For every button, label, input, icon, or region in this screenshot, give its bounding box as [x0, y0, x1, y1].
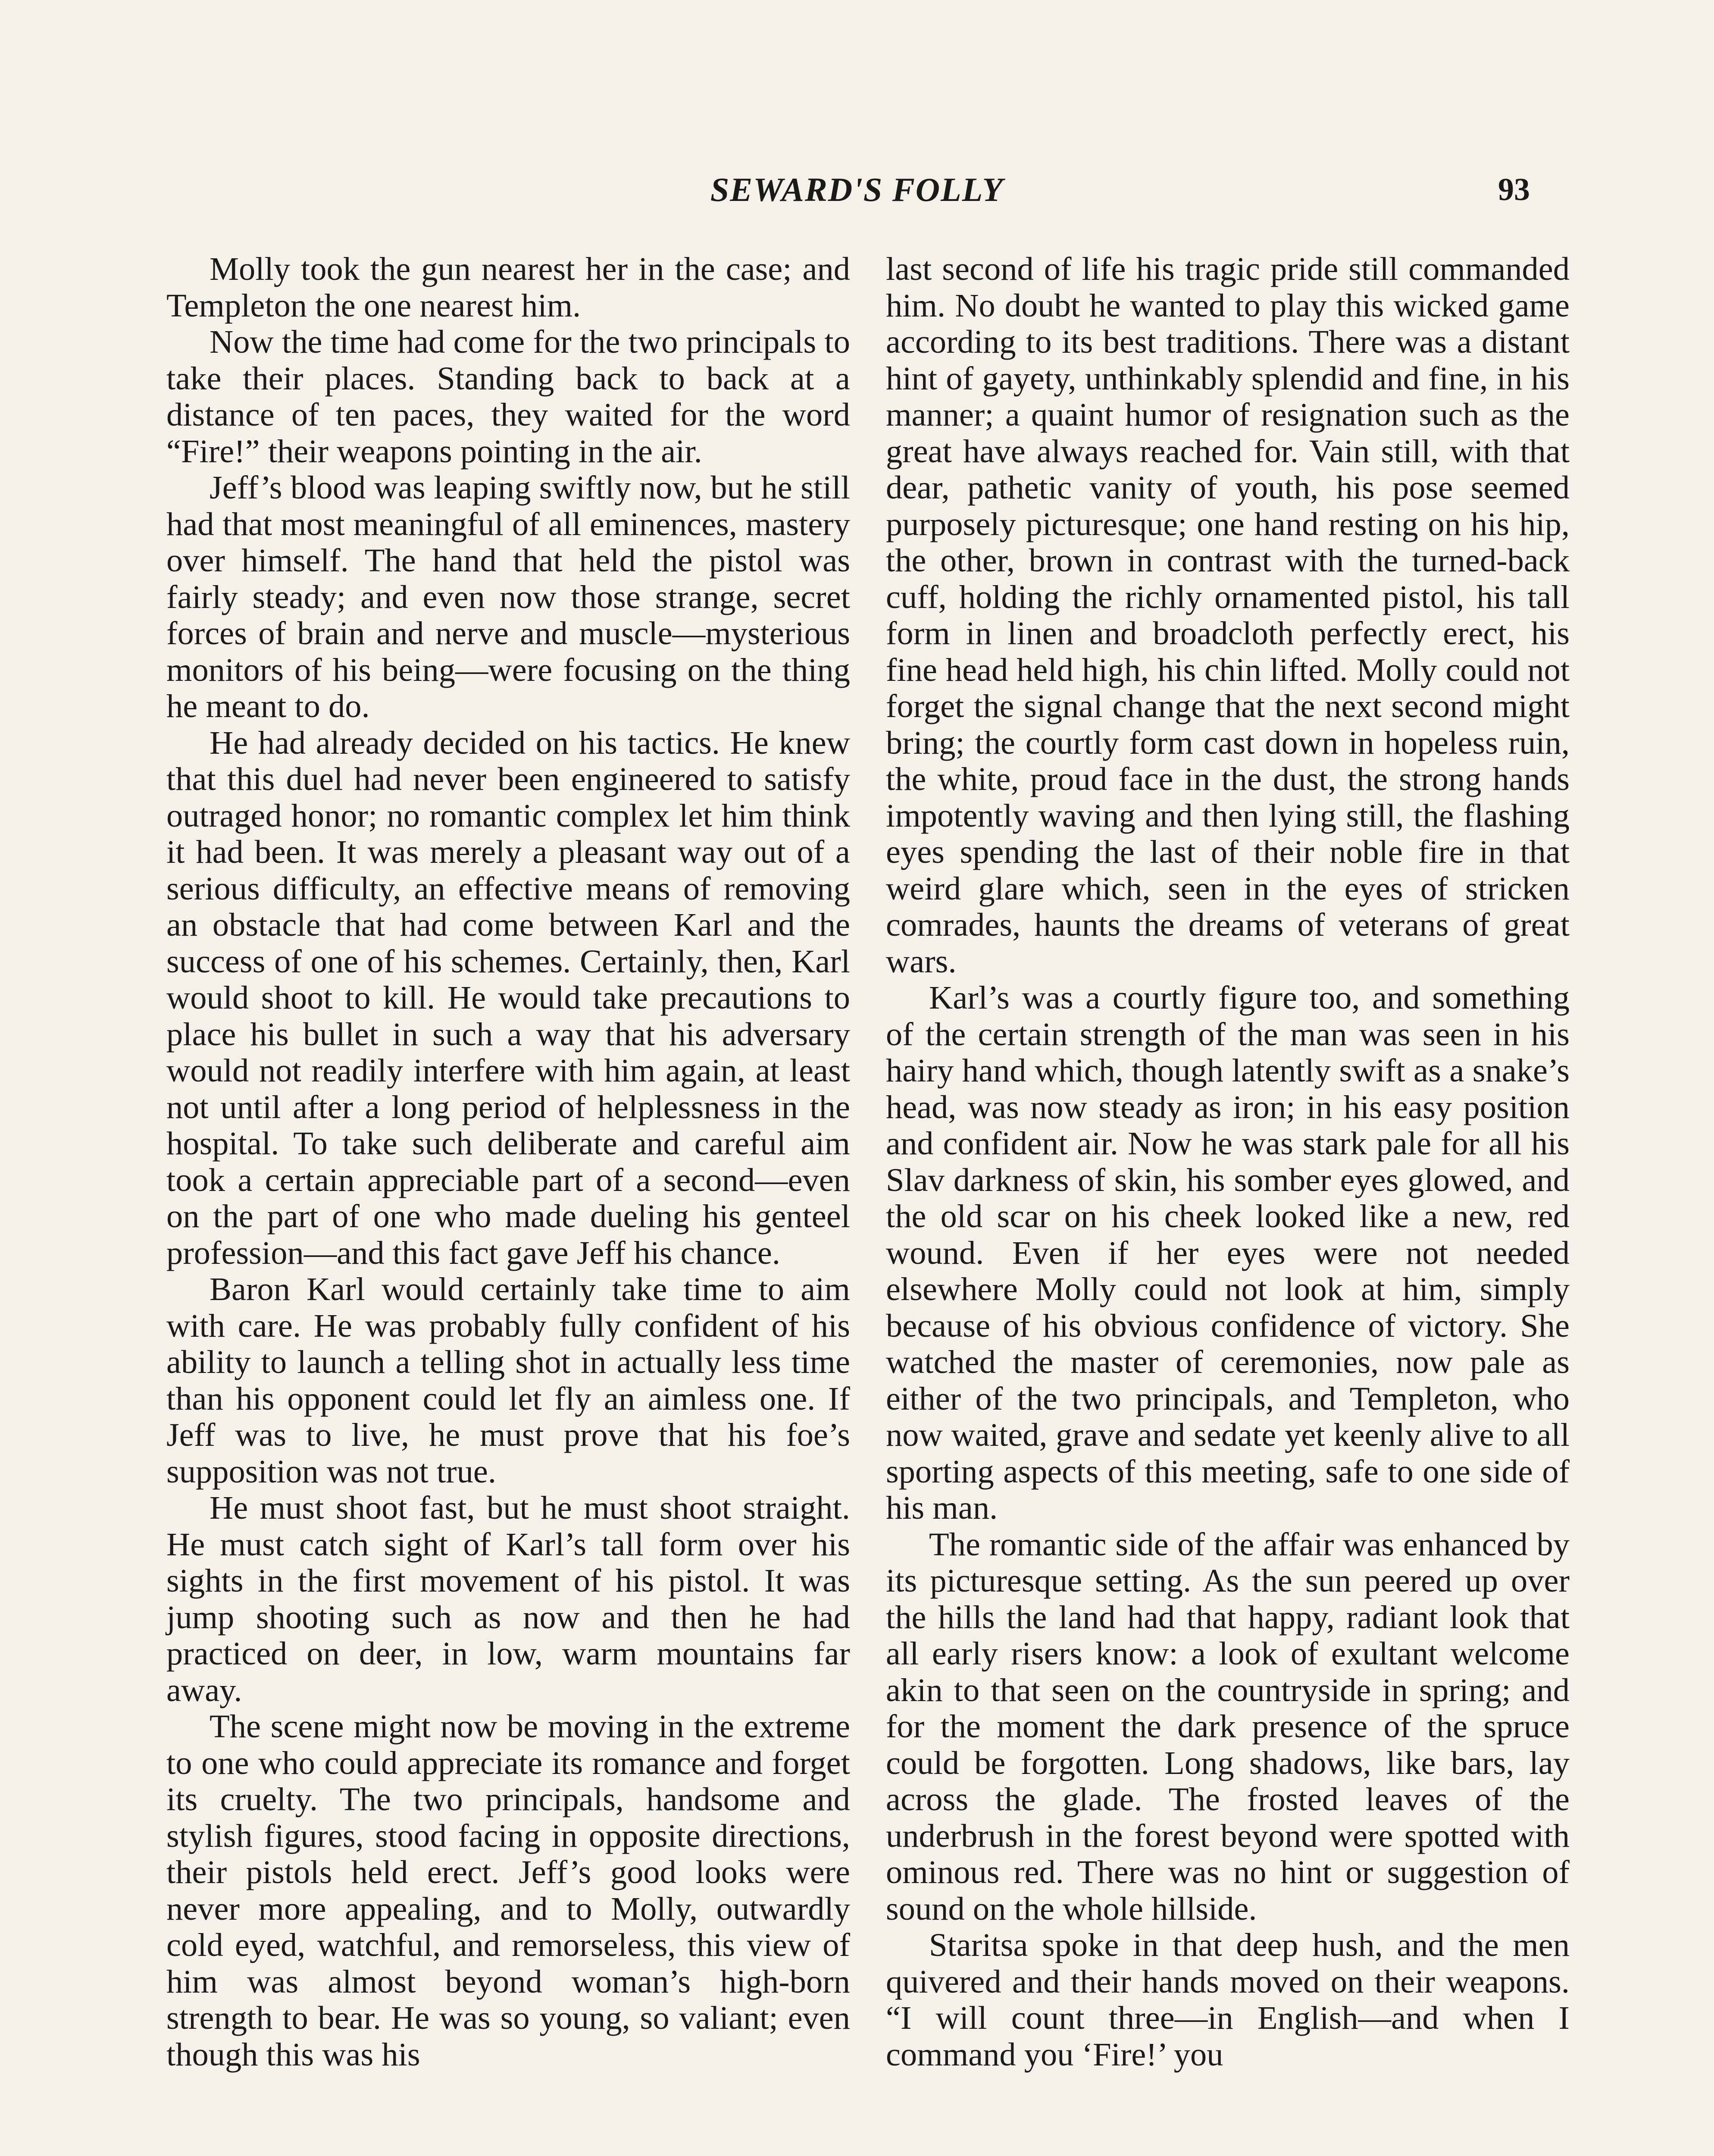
- paragraph: Staritsa spoke in that deep hush, and the men quivered and their hands moved on their weapons. “I will count three—in English—and when I command you ‘Fire!’ you: [886, 1927, 1570, 2073]
- paragraph: Molly took the gun nearest her in the case; and Templeton the one nearest him.: [166, 251, 850, 324]
- right-text-column: [886, 251, 1570, 2073]
- paragraph: The scene might now be moving in the extreme to one who could appreciate its romance and forget its cruelty. The two principals, handsome and stylish figures, stood facing in opposite directions, their pistols held erect. Jeff’s good looks were never more appealing, and to Molly, outwardly cold eyed, watchful, and remorseless, this view of him was almost beyond woman’s high-born strength to bear. He was so young, so valiant; even though this was his: [166, 1708, 850, 2073]
- running-header-title: SEWARD'S FOLLY: [710, 171, 1004, 208]
- paragraph: Baron Karl would certainly take time to aim with care. He was probably fully confident of his ability to launch a telling shot in actually less time than his opponent could let fly an aimless one. If Jeff was to live, he must prove that his foe’s supposition was not true.: [166, 1271, 850, 1490]
- paragraph-continued: last second of life his tragic pride still commanded him. No doubt he wanted to play this wicked game according to its best traditions. There was a distant hint of gayety, unthinkably splendid and fine, in his manner; a quaint humor of resignation such as the great have always reached for. Vain still, with that dear, pathetic vanity of youth, his pose seemed purposely picturesque; one hand resting on his hip, the other, brown in contrast with the turned-back cuff, holding the richly ornamented pistol, his tall form in linen and broadcloth perfectly erect, his fine head held high, his chin lifted. Molly could not forget the signal change that the next second might bring; the courtly form cast down in hopeless ruin, the white, proud face in the dust, the strong hands impotently waving and then lying still, the flashing eyes spending the last of their noble fire in that weird glare which, seen in the eyes of stricken comrades, haunts the dreams of veterans of great wars.: [886, 251, 1570, 980]
- paragraph: Jeff’s blood was leaping swiftly now, but he still had that most meaningful of all eminences, mastery over himself. The hand that held the pistol was fairly steady; and even now those strange, secret forces of brain and nerve and muscle—mysterious monitors of his being—were focusing on the thing he meant to do.: [166, 469, 850, 724]
- paragraph: The romantic side of the affair was enhanced by its picturesque setting. As the sun peered up over the hills the land had that happy, radiant look that all early risers know: a look of exultant welcome akin to that seen on the countryside in spring; and for the moment the dark presence of the spruce could be forgotten. Long shadows, like bars, lay across the glade. The frosted leaves of the underbrush in the forest beyond were spotted with ominous red. There was no hint or suggestion of sound on the whole hillside.: [886, 1526, 1570, 1927]
- left-text-column: [166, 251, 850, 2073]
- page-number: 93: [1498, 172, 1530, 207]
- paragraph: Now the time had come for the two principals to take their places. Standing back to back at a distance of ten paces, they waited for the word “Fire!” their weapons pointing in the air.: [166, 323, 850, 470]
- paragraph: He must shoot fast, but he must shoot straight. He must catch sight of Karl’s tall form over his sights in the first movement of his pistol. It was jump shooting such as now and then he had practiced on deer, in low, warm mountains far away.: [166, 1489, 850, 1708]
- paragraph: He had already decided on his tactics. He knew that this duel had never been engineered to satisfy outraged honor; no romantic complex let him think it had been. It was merely a pleasant way out of a serious difficulty, an effective means of removing an obstacle that had come between Karl and the success of one of his schemes. Certainly, then, Karl would shoot to kill. He would take precautions to place his bullet in such a way that his adversary would not readily interfere with him again, at least not until after a long period of helplessness in the hospital. To take such deliberate and careful aim took a certain appreciable part of a second—even on the part of one who made dueling his genteel profession—and this fact gave Jeff his chance.: [166, 724, 850, 1271]
- paragraph: Karl’s was a courtly figure too, and something of the certain strength of the man was seen in his hairy hand which, though latently swift as a snake’s head, was now steady as iron; in his easy position and confident air. Now he was stark pale for all his Slav darkness of skin, his somber eyes glowed, and the old scar on his cheek looked like a new, red wound. Even if her eyes were not needed elsewhere Molly could not look at him, simply because of his obvious confidence of victory. She watched the master of ceremonies, now pale as either of the two principals, and Templeton, who now waited, grave and sedate yet keenly alive to all sporting aspects of this meeting, safe to one side of his man.: [886, 979, 1570, 1526]
